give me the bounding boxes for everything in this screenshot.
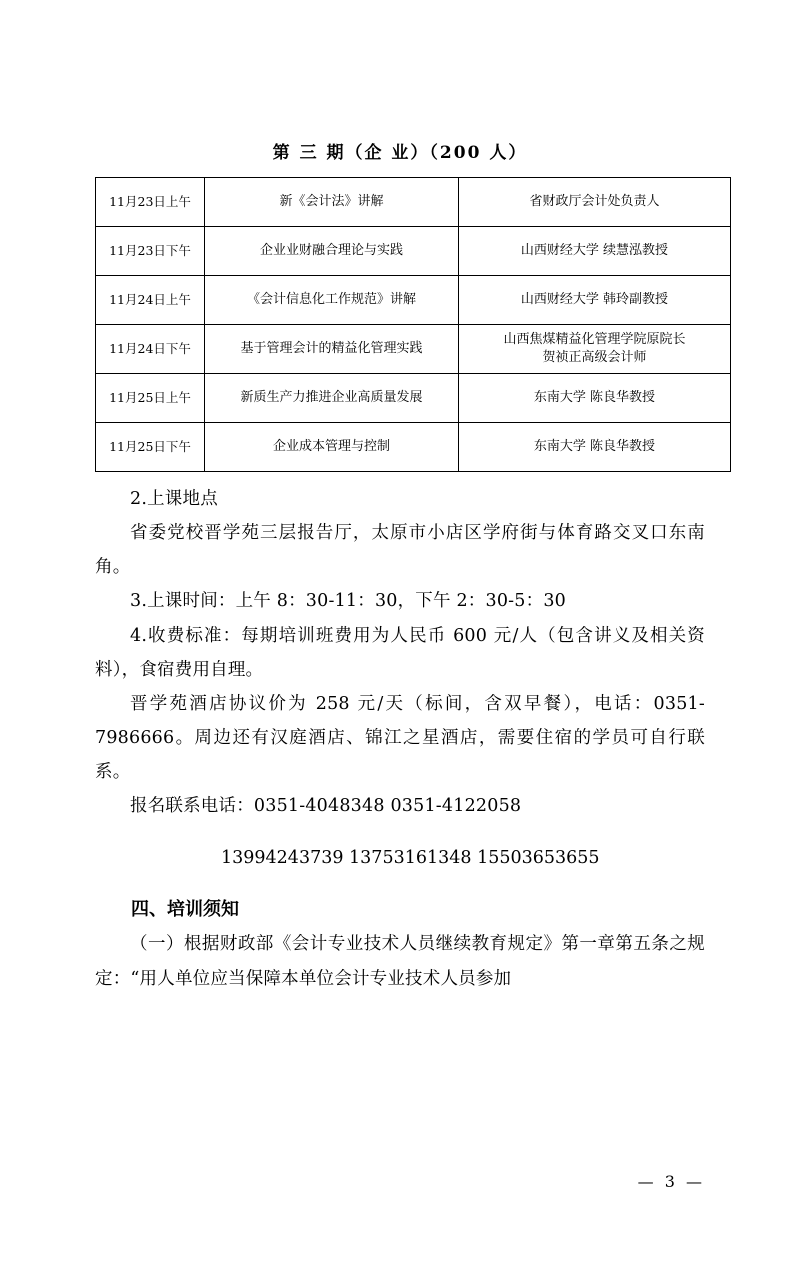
row-date: 11月24日下午: [96, 325, 205, 374]
row-speaker: 山西财经大学 韩玲副教授: [459, 276, 731, 325]
schedule-table: [95, 177, 731, 472]
item2-body: 省委党校晋学苑三层报告厅，太原市小店区学府街与体育路交叉口东南角。: [95, 523, 705, 578]
table-title: 第 三 期（企 业）（200 人）: [272, 143, 528, 163]
row-date: 11月24日上午: [96, 276, 205, 325]
contact-phone-line1: 报名联系电话：0351-4048348 0351-4122058: [130, 796, 522, 817]
schedule-table-body: [96, 178, 731, 472]
row-date: 11月23日下午: [96, 227, 205, 276]
row-topic: 新质生产力推进企业高质量发展: [205, 374, 459, 423]
table-row: [96, 423, 731, 472]
row-speaker: 东南大学 陈良华教授: [459, 374, 731, 423]
row-speaker: 东南大学 陈良华教授: [459, 423, 731, 472]
table-row: [96, 227, 731, 276]
document-page: [0, 138, 800, 1269]
table-row: [96, 178, 731, 227]
item3-class-time: 3.上课时间：上午 8：30-11：30，下午 2：30-5：30: [130, 591, 566, 612]
section4-body: （一）根据财政部《会计专业技术人员继续教育规定》第一章第五条之规定：“用人单位应当保障本单位会计专业技术人员参加: [95, 934, 705, 989]
row-speaker: 山西财经大学 续慧泓教授: [459, 227, 731, 276]
row-topic: 《会计信息化工作规范》讲解: [205, 276, 459, 325]
row-topic: 基于管理会计的精益化管理实践: [205, 325, 459, 374]
section4-title: 四、培训须知: [131, 899, 239, 921]
row-topic: 新《会计法》讲解: [205, 178, 459, 227]
body-content: [95, 482, 705, 996]
contact-phone-line2: 13994243739 13753161348 15503653655: [221, 847, 600, 868]
item4-fee-standard: 4.收费标准：每期培训班费用为人民币 600 元/人（包含讲义及相关资料），食宿费用自理。: [95, 625, 705, 680]
row-speaker: 山西焦煤精益化管理学院原院长 贺祯正高级会计师: [459, 325, 731, 374]
page-number: — 3 —: [637, 1172, 705, 1191]
table-row: [96, 374, 731, 423]
row-topic: 企业业财融合理论与实践: [205, 227, 459, 276]
hotel-info: 晋学苑酒店协议价为 258 元/天（标间，含双早餐），电话：0351-7986666。周边还有汉庭酒店、锦江之星酒店，需要住宿的学员可自行联系。: [95, 693, 705, 782]
row-date: 11月25日上午: [96, 374, 205, 423]
table-row: [96, 276, 731, 325]
row-speaker: 省财政厅会计处负责人: [459, 178, 731, 227]
row-date: 11月23日上午: [96, 178, 205, 227]
row-topic: 企业成本管理与控制: [205, 423, 459, 472]
row-date: 11月25日下午: [96, 423, 205, 472]
table-row: [96, 325, 731, 374]
item2-title: 2.上课地点: [130, 489, 218, 509]
